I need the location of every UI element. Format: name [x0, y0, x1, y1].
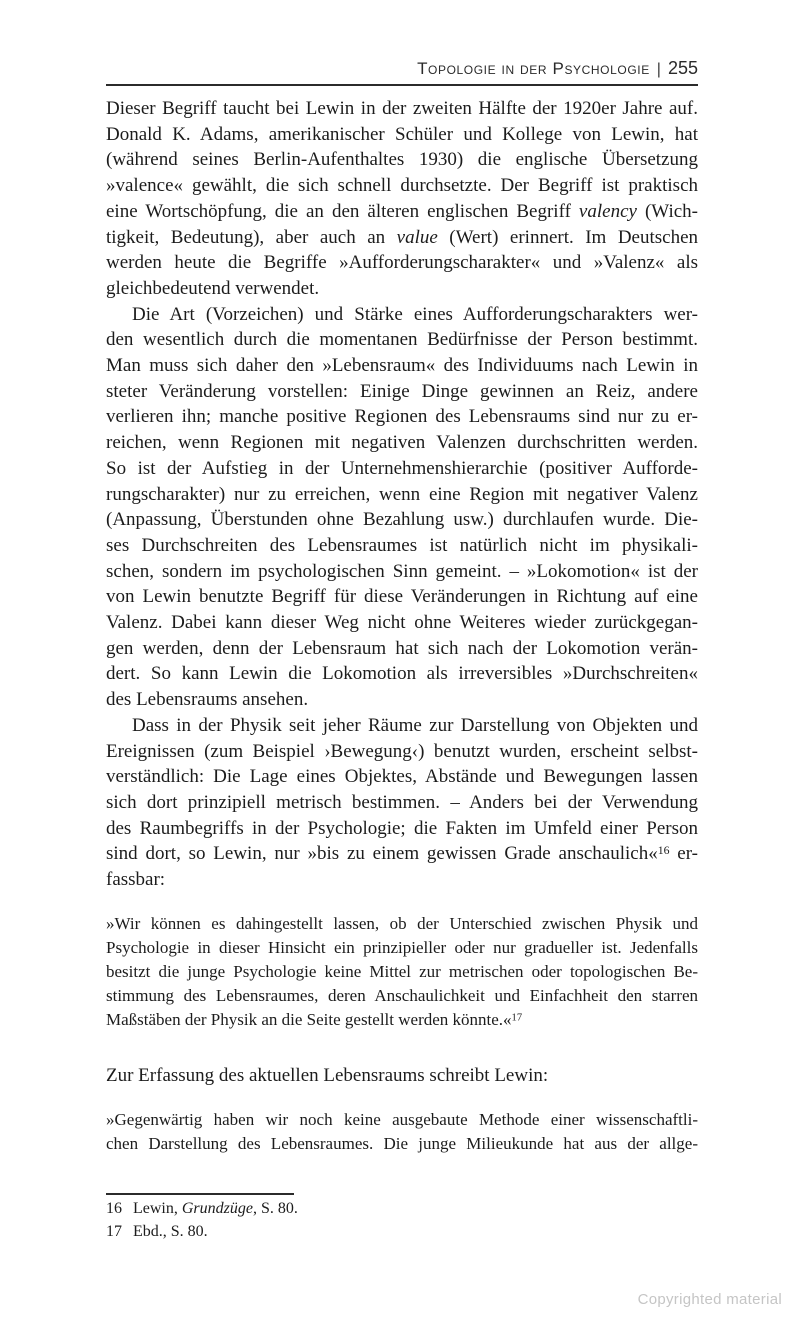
text-line: Die Art (Vorzeichen) und Stärke eines Aufforderungscharakters wer- — [132, 303, 698, 325]
footnote-number: 17 — [106, 1222, 122, 1240]
text-line: werden heute die Begriffe »Aufforderungscharakter« und »Valenz« als — [106, 252, 698, 274]
text-line: Donald K. Adams, amerikanischer Schüler und Kollege von Lewin, hat — [106, 123, 698, 145]
footnote-number: 16 — [106, 1199, 122, 1217]
text-line: Psychologie in dieser Hinsicht ein prinzipieller oder nur gradueller ist. Jedenfalls — [106, 937, 698, 957]
text-line: stimmung des Lebensraumes, deren Anschaulichkeit und Einfachheit den starren — [106, 985, 698, 1005]
copyright-watermark: Copyrighted material — [637, 1291, 782, 1308]
text-line: Maßstäben der Physik an die Seite gestellt werden könnte.«$^{17}$ — [106, 1009, 523, 1029]
text-line: Dass in der Physik seit jeher Räume zur Darstellung von Objekten und — [132, 714, 698, 736]
text-line: »valence« gewählt, die sich schnell durchsetzte. Der Begriff ist praktisch — [106, 175, 698, 197]
text-line: tigkeit, Bedeutung), aber auch an value (Wert) erinnert. Im Deutschen — [106, 226, 699, 248]
text-line: sind dort, so Lewin, nur »bis zu einem gewissen Grade anschaulich«$^{16}$ er- — [106, 843, 698, 865]
text-line: (Anpassung, Überstunden ohne Bezahlung usw.) durchlaufen wurde. Die- — [106, 509, 698, 531]
paragraph-raum-physik — [106, 713, 698, 893]
footnote-17 — [106, 1220, 698, 1243]
text-line: reichen, wenn Regionen mit negativen Valenzen durchschritten werden. — [106, 432, 698, 454]
text-line: ses Durchschreiten des Lebensraumes ist natürlich nicht im physikali- — [106, 534, 698, 556]
text-line: So ist der Aufstieg in der Unternehmenshierarchie (positiver Aufforde- — [106, 457, 698, 479]
text-line: des Raumbegriffs in der Psychologie; die Fakten im Umfeld einer Person — [106, 817, 698, 839]
text-line: gen werden, denn der Lebensraum hat sich nach der Lokomotion verän- — [106, 637, 698, 659]
paragraph-valence — [106, 96, 698, 302]
paragraph-aufforderungscharakter — [106, 302, 698, 713]
text-line: Man muss sich daher den »Lebensraum« des Individuums nach Lewin in — [106, 355, 698, 377]
text-line: rungscharakter) nur zu erreichen, wenn eine Region mit negativer Valenz — [106, 483, 698, 505]
text-line: verlieren ihn; manche positive Regionen des Lebensraums sind nur zu er- — [106, 406, 698, 428]
text-line: Ereignissen (zum Beispiel ›Bewegung‹) benutzt wurden, erscheint selbst- — [106, 740, 698, 762]
text-line: (während seines Berlin-Aufenthaltes 1930) die englische Übersetzung — [106, 149, 698, 171]
text-line: besitzt die junge Psychologie keine Mittel zur metrischen oder topologischen Be- — [106, 961, 698, 981]
header-separator: | — [656, 61, 661, 78]
text-line: von Lewin benutzte Begriff für diese Veränderungen in Richtung auf eine — [106, 586, 698, 608]
page-number: 255 — [667, 58, 698, 78]
header-rule — [106, 84, 698, 86]
text-line: »Wir können es dahingestellt lassen, ob der Unterschied zwischen Physik und — [106, 913, 698, 933]
text-line: fassbar: — [106, 869, 166, 891]
text-line: chen Darstellung des Lebensraumes. Die junge Milieukunde hat aus der allge- — [106, 1133, 698, 1153]
text-line: schen, sondern im psychologischen Sinn gemeint. – »Lokomotion« ist der — [106, 560, 698, 582]
text-line: des Lebensraums ansehen. — [106, 689, 309, 711]
text-column — [106, 96, 698, 1243]
text-line: dert. So kann Lewin die Lokomotion als irreversibles »Durchschreiten« — [106, 663, 698, 685]
text-line: Dieser Begriff taucht bei Lewin in der zweiten Hälfte der 1920er Jahre auf. — [106, 98, 698, 119]
body-text — [106, 96, 698, 1156]
footnote-16 — [106, 1197, 698, 1220]
text-line: gleichbedeutend verwendet. — [106, 277, 320, 299]
footnote-list — [106, 1197, 698, 1243]
footnote-text: Lewin, Grundzüge, S. 80. — [133, 1199, 298, 1217]
running-header — [106, 58, 698, 79]
text-line: steter Veränderung vorstellen: Einige Dinge gewinnen an Reiz, andere — [106, 380, 698, 402]
text-line: »Gegenwärtig haben wir noch keine ausgebaute Methode einer wissenschaftli- — [106, 1109, 698, 1129]
text-line: Zur Erfassung des aktuellen Lebensraums schreibt Lewin: — [106, 1064, 549, 1086]
footnotes-section — [106, 1193, 698, 1243]
running-title: Topologie in der Psychologie — [417, 59, 650, 78]
text-line: sich dort prinzipiell metrisch bestimmen. – Anders bei der Verwendung — [106, 791, 698, 813]
text-line: den wesentlich durch die momentanen Bedürfnisse der Person bestimmt. — [106, 329, 698, 351]
footnote-divider — [106, 1193, 294, 1195]
text-line: eine Wortschöpfung, die an den älteren englischen Begriff valency (Wich- — [106, 200, 698, 222]
blockquote-lewin-1 — [106, 912, 698, 1032]
text-line: verständlich: Die Lage eines Objektes, Abstände und Bewegungen lassen — [106, 766, 698, 788]
paragraph-erfassung — [106, 1063, 698, 1089]
text-line: Valenz. Dabei kann dieser Weg nicht ohne Weiteres wieder zurückgegan- — [106, 612, 698, 634]
blockquote-lewin-2 — [106, 1108, 698, 1156]
footnote-text: Ebd., S. 80. — [133, 1222, 208, 1240]
